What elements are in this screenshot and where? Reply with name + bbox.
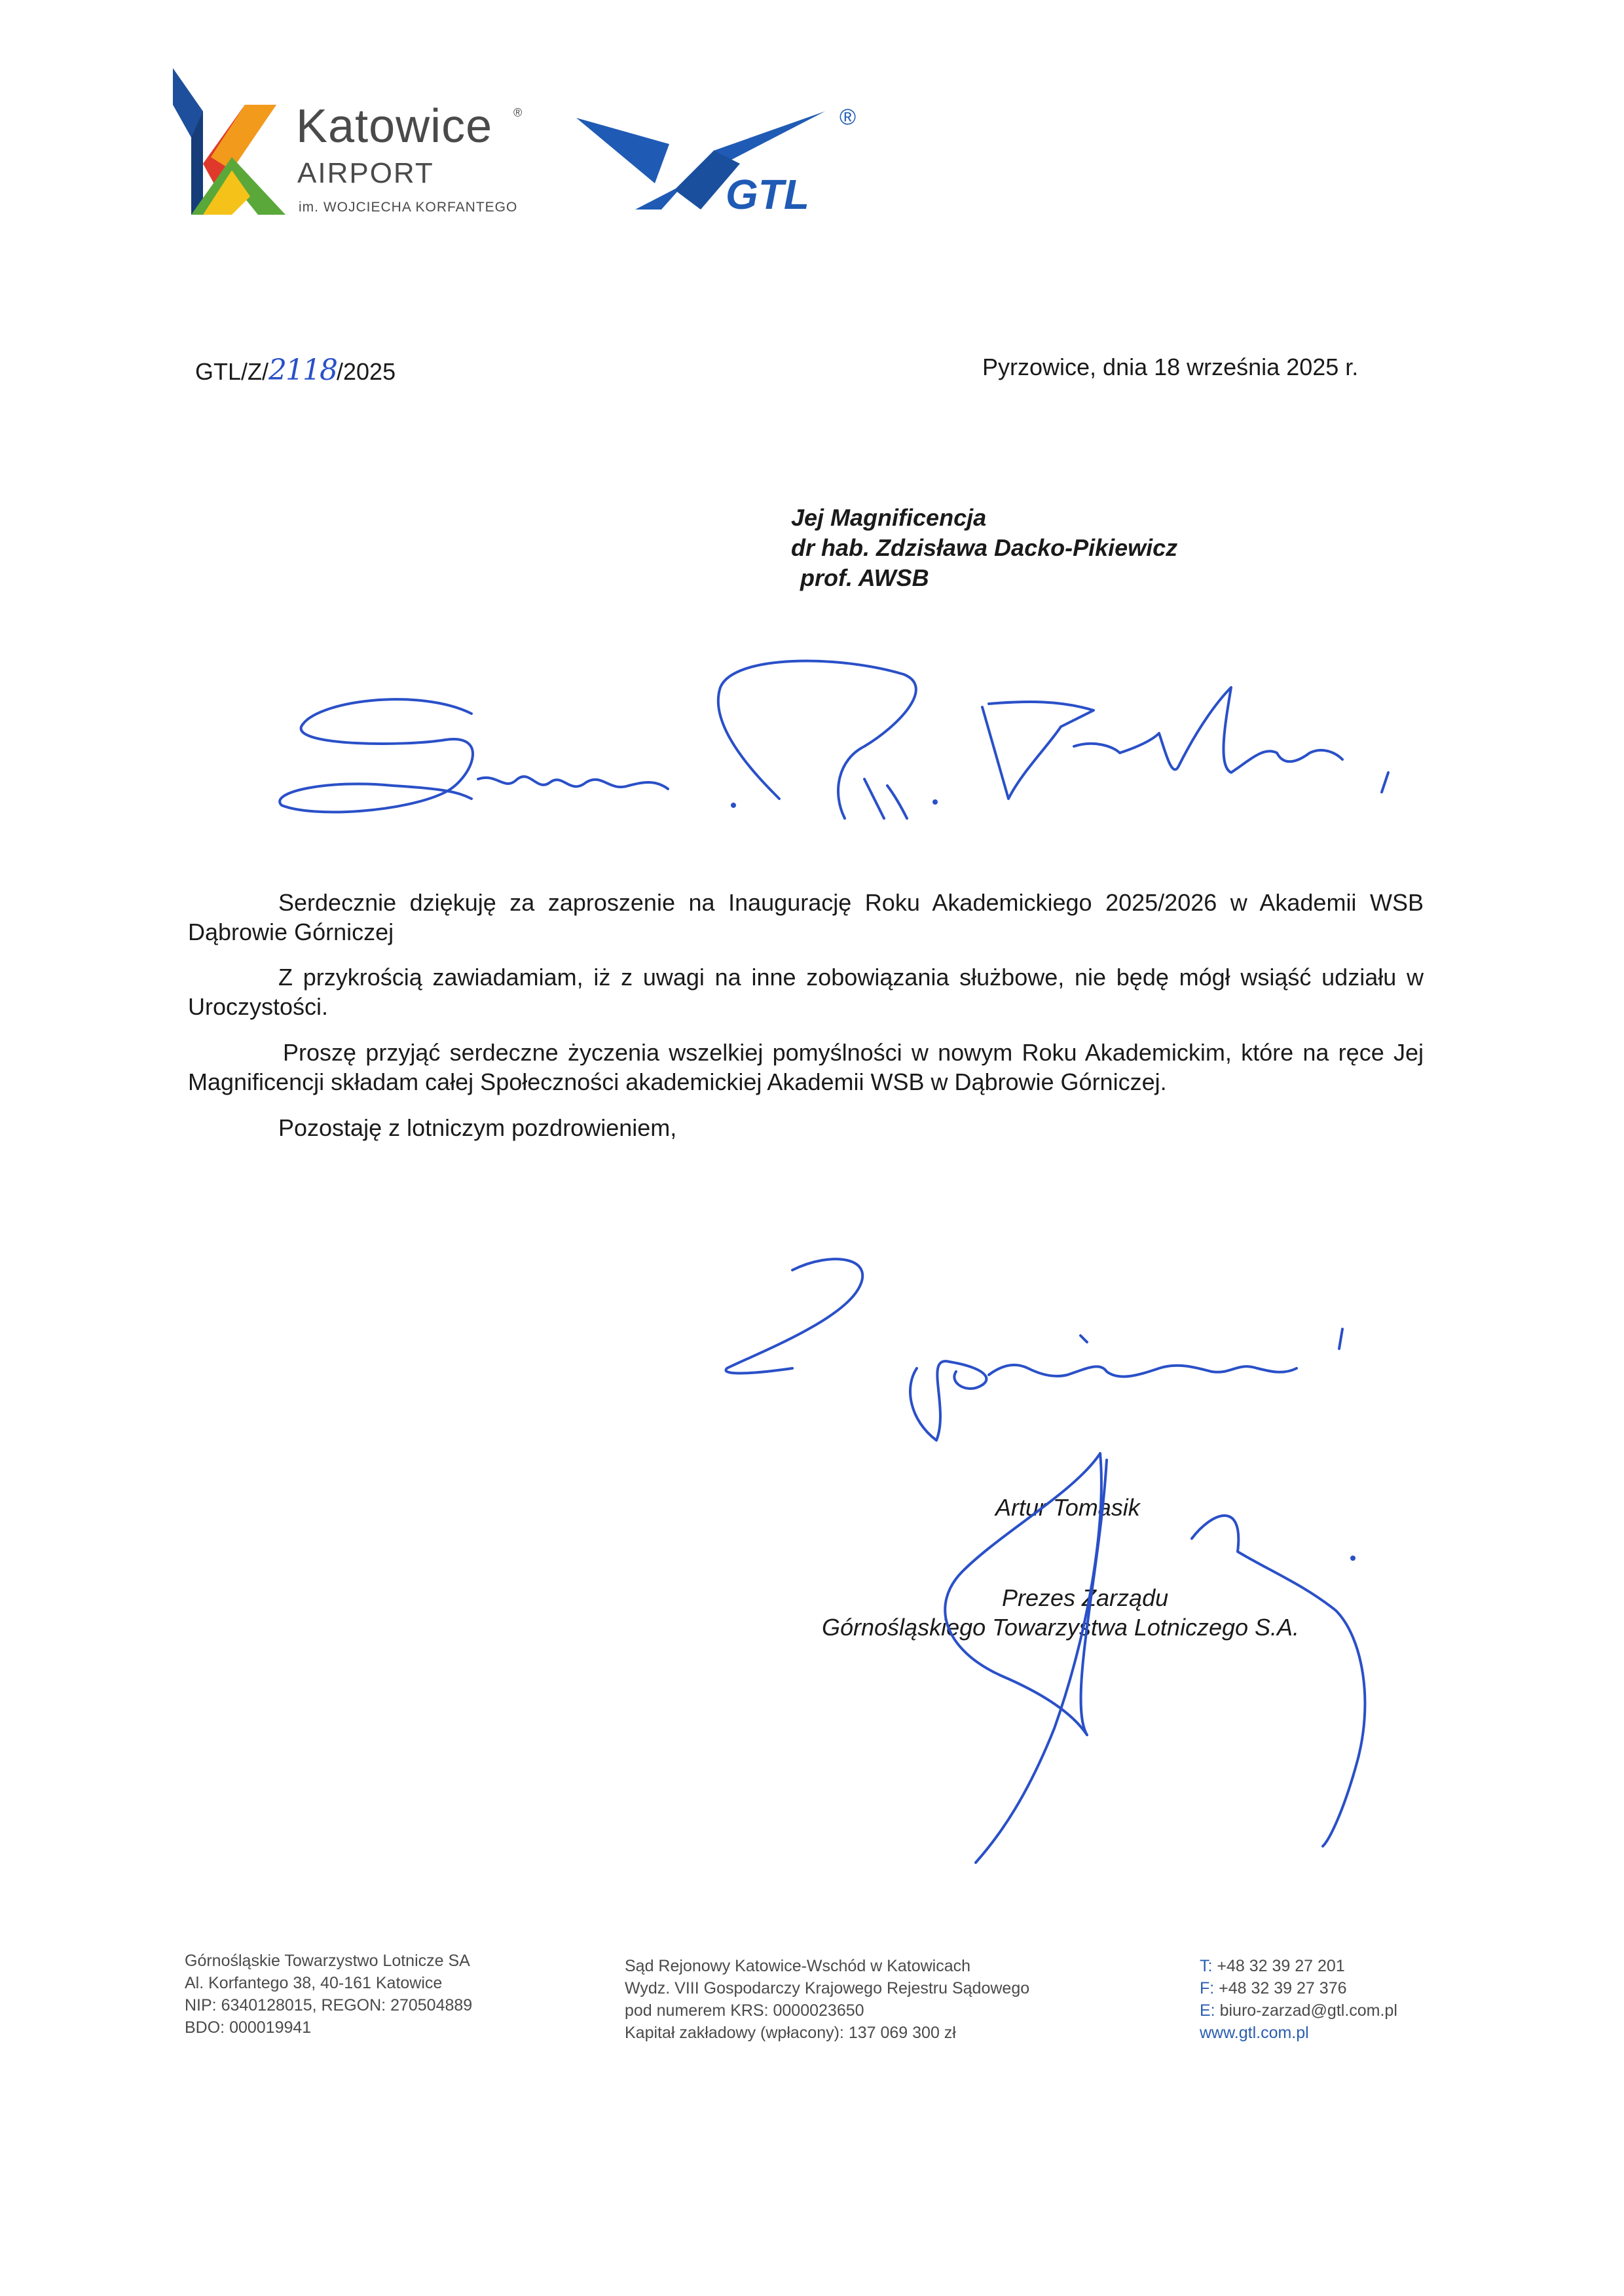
reference-suffix: /2025 <box>337 358 396 385</box>
body-paragraph-3-text: Proszę przyjąć serdeczne życzenia wszelkiej pomyślności w nowym Roku Akademickim, które na ręce Jej Magnificencji składam całej Społeczności akademickiej Akademii WSB w Dąbrowie Górniczej. <box>188 1039 1424 1095</box>
footer-court: Sąd Rejonowy Katowice-Wschód w Katowicach <box>625 1957 971 1975</box>
addressee-line-1: Jej Magnificencja <box>791 504 987 531</box>
gtl-logo <box>576 105 877 223</box>
footer-share-capital: Kapitał zakładowy (wpłacony): 137 069 300 zł <box>625 2024 956 2042</box>
katowice-registered-mark: ® <box>513 106 523 119</box>
footer-nip-regon: NIP: 6340128015, REGON: 270504889 <box>185 1996 473 2014</box>
reference-number <box>195 354 396 387</box>
footer-address: Al. Korfantego 38, 40-161 Katowice <box>185 1974 443 1992</box>
signatory-role: Prezes Zarządu <box>1002 1584 1169 1611</box>
reference-handwritten-number: 2118 <box>268 354 337 387</box>
airport-wordmark: AIRPORT <box>297 157 434 189</box>
signatory-company: Górnośląskiego Towarzystwa Lotniczego S.A. <box>822 1614 1300 1641</box>
addressee-line-3: prof. AWSB <box>800 564 929 591</box>
footer-email <box>1200 1999 1397 2022</box>
handwritten-signature <box>904 1440 1441 1872</box>
phone-label: T: <box>1200 1957 1213 1975</box>
handwritten-salutation-signature <box>275 648 1441 864</box>
body-paragraph-4 <box>188 1113 1424 1142</box>
signatory-name: Artur Tomasik <box>995 1494 1140 1521</box>
body-paragraph-1-text: Serdecznie dziękuję za zaproszenie na Inaugurację Roku Akademickiego 2025/2026 w Akademii WSB Dąbrowie Górniczej <box>188 889 1424 945</box>
footer-fax <box>1200 1977 1397 1999</box>
footer-phone <box>1200 1955 1397 1977</box>
reference-prefix: GTL/Z/ <box>195 358 269 385</box>
email-link[interactable]: biuro-zarzad@gtl.com.pl <box>1219 2001 1397 2020</box>
footer-contact <box>1200 1955 1397 2044</box>
phone-number: +48 32 39 27 201 <box>1217 1957 1345 1975</box>
email-label: E: <box>1200 2001 1215 2020</box>
date-line: Pyrzowice, dnia 18 września 2025 r. <box>982 354 1359 380</box>
footer-company-name: Górnośląskie Towarzystwo Lotnicze SA <box>185 1952 470 1970</box>
katowice-wordmark: Katowice <box>296 100 493 153</box>
katowice-k-mark-icon <box>172 65 303 223</box>
footer-bdo: BDO: 000019941 <box>185 2018 312 2037</box>
gtl-wordmark: GTL <box>726 171 809 218</box>
footer-company-info <box>185 1950 472 2039</box>
footer-registry-info <box>625 1955 1029 2044</box>
website-link[interactable]: www.gtl.com.pl <box>1200 2024 1309 2042</box>
body-paragraph-2-text: Z przykrością zawiadamiam, iż z uwagi na inne zobowiązania służbowe, nie będę mógł wsiąść udziału w Uroczystości. <box>188 964 1424 1020</box>
fax-label: F: <box>1200 1979 1215 1997</box>
airport-dedication: im. WOJCIECHA KORFANTEGO <box>299 200 518 215</box>
fax-number: +48 32 39 27 376 <box>1219 1979 1347 1997</box>
body-paragraph-4-text: Pozostaję z lotniczym pozdrowieniem, <box>278 1114 677 1141</box>
addressee-line-2: dr hab. Zdzisława Dacko-Pikiewicz <box>791 534 1178 561</box>
katowice-airport-logo <box>172 65 538 223</box>
gtl-registered-mark: ® <box>840 105 857 130</box>
footer-court-division: Wydz. VIII Gospodarczy Krajowego Rejestru Sądowego <box>625 1979 1030 1997</box>
footer-krs: pod numerem KRS: 0000023650 <box>625 2001 864 2020</box>
body-paragraph-2 <box>188 962 1424 1021</box>
body-paragraph-3 <box>188 1038 1424 1097</box>
handwritten-closing <box>714 1237 1434 1460</box>
body-paragraph-1 <box>188 888 1424 947</box>
